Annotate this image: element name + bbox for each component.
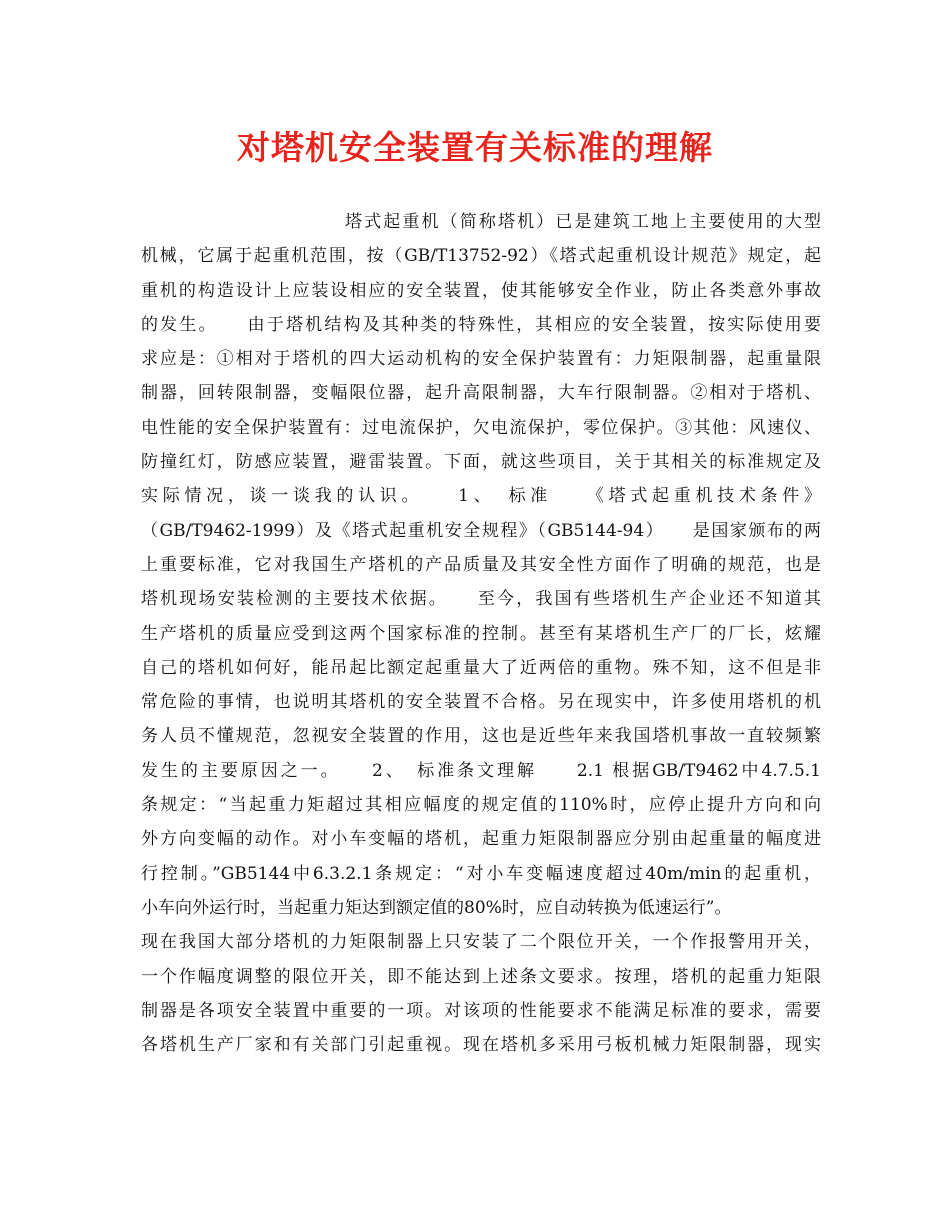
body-line: 外方向变幅的动作。对小车变幅的塔机，起重力矩限制器应分别由起重量的幅度进: [141, 829, 821, 850]
body-line: 生产塔机的质量应受到这两个国家标准的控制。甚至有某塔机生产厂的厂长，炫耀: [141, 623, 821, 644]
body-line: 防撞红灯，防感应装置，避雷装置。下面，就这些项目，关于其相关的标准规定及: [141, 452, 821, 473]
body-line: 求应是：①相对于塔机的四大运动机构的安全保护装置有：力矩限制器，起重量限: [141, 349, 821, 370]
body-line: 务人员不懂规范，忽视安全装置的作用，这也是近些年来我国塔机事故一直较频繁: [141, 726, 821, 747]
body-line: 各塔机生产厂家和有关部门引起重视。现在塔机多采用弓板机械力矩限制器，现实: [141, 1035, 821, 1056]
body-line: 发生的主要原因之一。 2、 标准条文理解 2.1 根据GB/T9462中4.7.5.1: [141, 760, 821, 781]
body-line: 行控制。”GB5144中6.3.2.1条规定：“对小车变幅速度超过40m/min的起重机，: [141, 863, 821, 884]
body-line: 塔式起重机（简称塔机）已是建筑工地上主要使用的大型: [345, 212, 821, 232]
body-line: 电性能的安全保护装置有：过电流保护，欠电流保护，零位保护。③其他：风速仪、: [141, 417, 821, 438]
body-line: 机械，它属于起重机范围，按（GB/T13752-92）《塔式起重机设计规范》规定，起: [141, 246, 821, 267]
body-line: 制器是各项安全装置中重要的一项。对该项的性能要求不能满足标准的要求，需要: [141, 1000, 821, 1021]
body-line: 实际情况，谈一谈我的认识。 1、 标准 《塔式起重机技术条件》: [141, 486, 821, 507]
document-body: [141, 205, 821, 1062]
body-line: 常危险的事情，也说明其塔机的安全装置不合格。另在现实中，许多使用塔机的机: [141, 692, 821, 713]
body-line: 的发生。 由于塔机结构及其种类的特殊性，其相应的安全装置，按实际使用要: [141, 314, 821, 335]
body-line: 一个作幅度调整的限位开关，即不能达到上述条文要求。按理，塔机的起重力矩限: [141, 966, 821, 987]
body-line: 现在我国大部分塔机的力矩限制器上只安装了二个限位开关，一个作报警用开关，: [141, 932, 821, 953]
body-line: 制器，回转限制器，变幅限位器，起升高限制器，大车行限制器。②相对于塔机、: [141, 383, 821, 404]
document-title: 对塔机安全装置有关标准的理解: [237, 128, 713, 167]
body-line: 重机的构造设计上应装设相应的安全装置，使其能够安全作业，防止各类意外事故: [141, 280, 821, 301]
body-line: 小车向外运行时，当起重力矩达到额定值的80%时，应自动转换为低速运行”。: [141, 897, 732, 918]
body-line: 自己的塔机如何好，能吊起比额定起重量大了近两倍的重物。殊不知，这不但是非: [141, 657, 821, 678]
body-line: 条规定：“当起重力矩超过其相应幅度的规定值的110%时，应停止提升方向和向: [141, 795, 821, 816]
body-line: （GB/T9462-1999）及《塔式起重机安全规程》（GB5144-94） 是国家颁布的两: [141, 520, 821, 541]
body-line: 塔机现场安装检测的主要技术依据。 至今，我国有些塔机生产企业还不知道其: [141, 589, 821, 610]
body-line: 上重要标准，它对我国生产塔机的产品质量及其安全性方面作了明确的规范，也是: [141, 554, 821, 575]
